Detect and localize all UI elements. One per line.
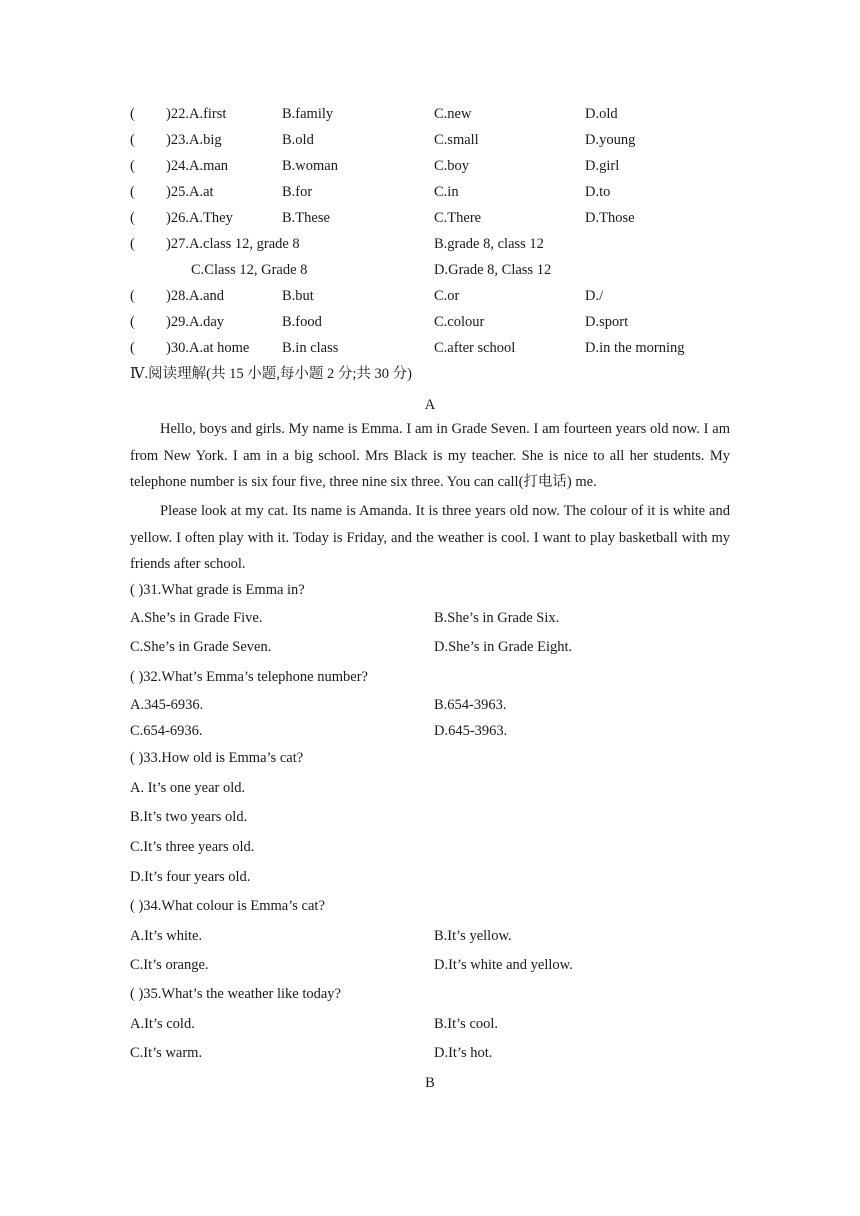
option-a: )26.A.They [166,210,233,226]
question-34-option-d: D.It’s white and yellow. [434,957,573,973]
option-b: B.woman [282,158,338,174]
option-c: C.new [434,106,472,122]
cloze-row-30 [0,340,860,360]
cloze-row-25 [0,184,860,204]
question-32-stem: ( )32.What’s Emma’s telephone number? [130,669,368,685]
option-d: D.Those [585,210,635,226]
option-d: D.sport [585,314,629,330]
answer-paren: ( [130,288,135,304]
cloze-row-27 [0,236,860,256]
option-b: B.but [282,288,314,304]
question-34-option-b: B.It’s yellow. [434,928,512,944]
question-34-option-c: C.It’s orange. [130,957,209,973]
question-35-option-a: A.It’s cold. [130,1016,195,1032]
cloze-row-24 [0,158,860,178]
answer-paren: ( [130,158,135,174]
option-b: B.grade 8, class 12 [434,236,544,252]
option-c: C.colour [434,314,485,330]
option-a: )22.A.first [166,106,227,122]
question-34-option-a: A.It’s white. [130,928,203,944]
option-c: C.or [434,288,460,304]
option-b: B.family [282,106,334,122]
question-31-stem: ( )31.What grade is Emma in? [130,582,305,598]
option-c: C.small [434,132,479,148]
answer-paren: ( [130,132,135,148]
question-33-option-b: B.It’s two years old. [130,809,248,825]
question-31-option-c: C.She’s in Grade Seven. [130,639,272,655]
question-31-option-d: D.She’s in Grade Eight. [434,639,573,655]
cloze-row-27-cont [0,262,860,282]
option-c: C.after school [434,340,516,356]
option-d: D.old [585,106,618,122]
option-a: )28.A.and [166,288,225,304]
option-b: B.food [282,314,322,330]
question-33-option-c: C.It’s three years old. [130,839,255,855]
answer-paren: ( [130,340,135,356]
option-a: )30.A.at home [166,340,250,356]
answer-paren: ( [130,210,135,226]
option-d: D.young [585,132,636,148]
option-c: C.There [434,210,482,226]
question-34-stem: ( )34.What colour is Emma’s cat? [130,898,325,914]
option-d: D.girl [585,158,620,174]
question-33-stem: ( )33.How old is Emma’s cat? [130,750,304,766]
option-a: )29.A.day [166,314,225,330]
question-35-stem: ( )35.What’s the weather like today? [130,986,341,1002]
cloze-row-29 [0,314,860,334]
question-33-option-d: D.It’s four years old. [130,869,251,885]
option-a: )23.A.big [166,132,222,148]
answer-paren: ( [130,106,135,122]
section-title: Ⅳ.阅读理解(共 15 小题,每小题 2 分;共 30 分) [130,366,412,382]
cloze-row-23 [0,132,860,152]
question-32-option-c: C.654-6936. [130,723,203,739]
question-31-option-b: B.She’s in Grade Six. [434,610,560,626]
cloze-row-28 [0,288,860,308]
passage-a-label: A [424,397,436,413]
option-b: B.old [282,132,314,148]
question-35-option-c: C.It’s warm. [130,1045,203,1061]
question-32-option-a: A.345-6936. [130,697,204,713]
option-c: C.Class 12, Grade 8 [191,262,308,278]
answer-paren: ( [130,184,135,200]
passage-a-paragraph-1: Hello, boys and girls. My name is Emma. I am in Grade Seven. I am fourteen years old now. I am from New York. I am in a big school. Mrs Black is my teacher. She is nice to all her students. My telephone number is six four five, three nine six three. You can call(打电话) me. [130,421,730,491]
question-33-option-a: A. It’s one year old. [130,780,246,796]
question-35-option-d: D.It’s hot. [434,1045,493,1061]
option-d: D.Grade 8, Class 12 [434,262,552,278]
answer-paren: ( [130,236,135,252]
question-31-option-a: A.She’s in Grade Five. [130,610,263,626]
cloze-row-26 [0,210,860,230]
option-c: C.boy [434,158,470,174]
question-35-option-b: B.It’s cool. [434,1016,499,1032]
option-d: D./ [585,288,604,304]
option-d: D.to [585,184,611,200]
passage-a-paragraph-2: Please look at my cat. Its name is Amanda. It is three years old now. The colour of it is white and yellow. I often play with it. Today is Friday, and the weather is cool. I want to play basketball with my friends after school. [130,503,730,573]
option-a: )27.A.class 12, grade 8 [166,236,300,252]
option-b: B.These [282,210,330,226]
option-a: )24.A.man [166,158,229,174]
answer-paren: ( [130,314,135,330]
option-a: )25.A.at [166,184,214,200]
option-c: C.in [434,184,459,200]
option-d: D.in the morning [585,340,685,356]
passage-b-label: B [425,1075,435,1091]
option-b: B.in class [282,340,339,356]
question-32-option-b: B.654-3963. [434,697,507,713]
question-32-option-d: D.645-3963. [434,723,508,739]
option-b: B.for [282,184,313,200]
cloze-row-22 [0,106,860,126]
